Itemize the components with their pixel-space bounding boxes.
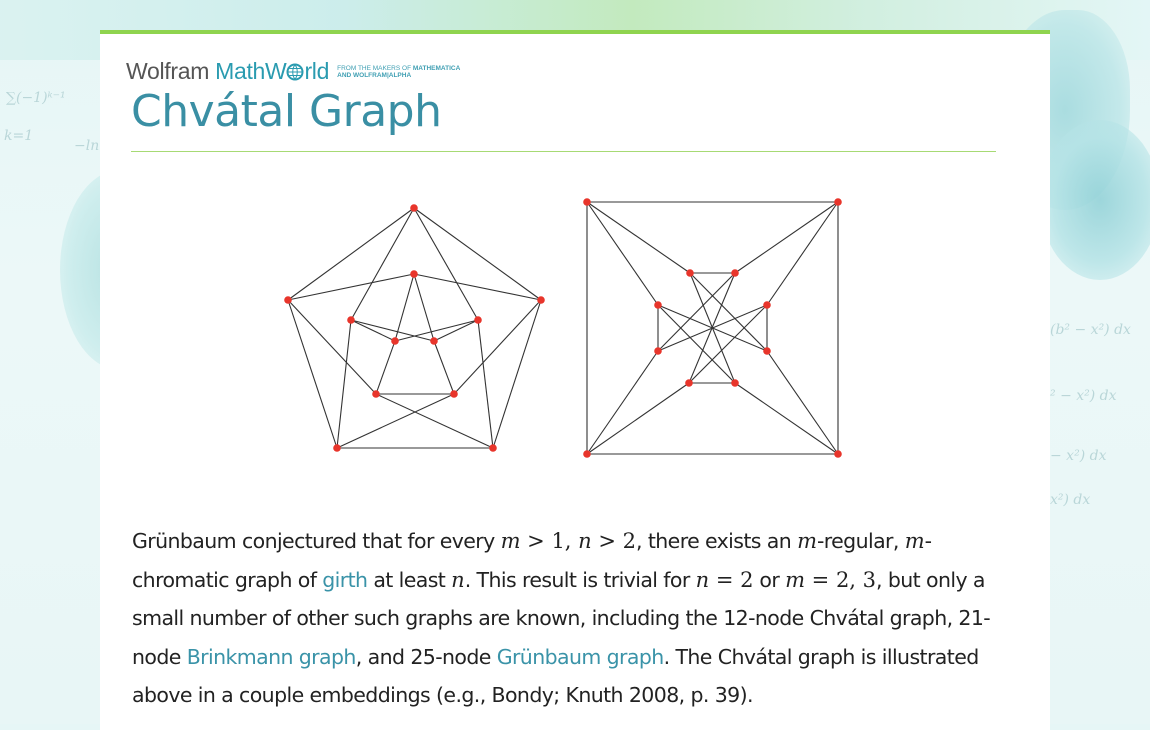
article-paragraph: Grünbaum conjectured that for every m > 1, n > 2, there exists an m-regular, m-chromatic graph of girth at least n. This result is trivial for n = 2 or m = 2, 3, but only a small number of other such graphs are known, including the 12-node Chvátal graph, 21-node Brinkmann graph, and 25-node Grünbaum graph. The Chvátal graph is illustrated above in a couple embeddings (e.g., Bondy; Knuth 2008, p. 39).	[132, 529, 991, 707]
background-formula: − x²) dx	[1050, 448, 1107, 464]
globe-icon	[286, 63, 304, 81]
link-grunbaum-graph[interactable]: Grünbaum graph	[496, 644, 664, 669]
background-formula: x²) dx	[1050, 492, 1091, 508]
math-m: m > 1, n > 2	[500, 529, 637, 553]
page-title: Chvátal Graph	[131, 86, 442, 137]
background-decoration-right-lower	[1040, 120, 1150, 280]
link-girth[interactable]: girth	[322, 567, 368, 592]
background-formula: k=1	[4, 128, 34, 144]
logo-wolfram-text: Wolfram	[126, 58, 210, 84]
title-divider	[131, 151, 996, 152]
background-formula: ∑(−1)ᵏ⁻¹	[6, 90, 66, 106]
link-brinkmann-graph[interactable]: Brinkmann graph	[186, 644, 356, 669]
mathworld-logo[interactable]	[126, 60, 460, 82]
background-formula: −ln	[74, 138, 100, 154]
background-formula: ² − x²) dx	[1050, 388, 1117, 404]
logo-mathworld-text: MathW rld	[215, 58, 330, 84]
logo-tagline: FROM THE MAKERS OF MATHEMATICA AND WOLFRAM|ALPHA	[337, 65, 461, 79]
background-formula: (b² − x²) dx	[1050, 322, 1131, 338]
